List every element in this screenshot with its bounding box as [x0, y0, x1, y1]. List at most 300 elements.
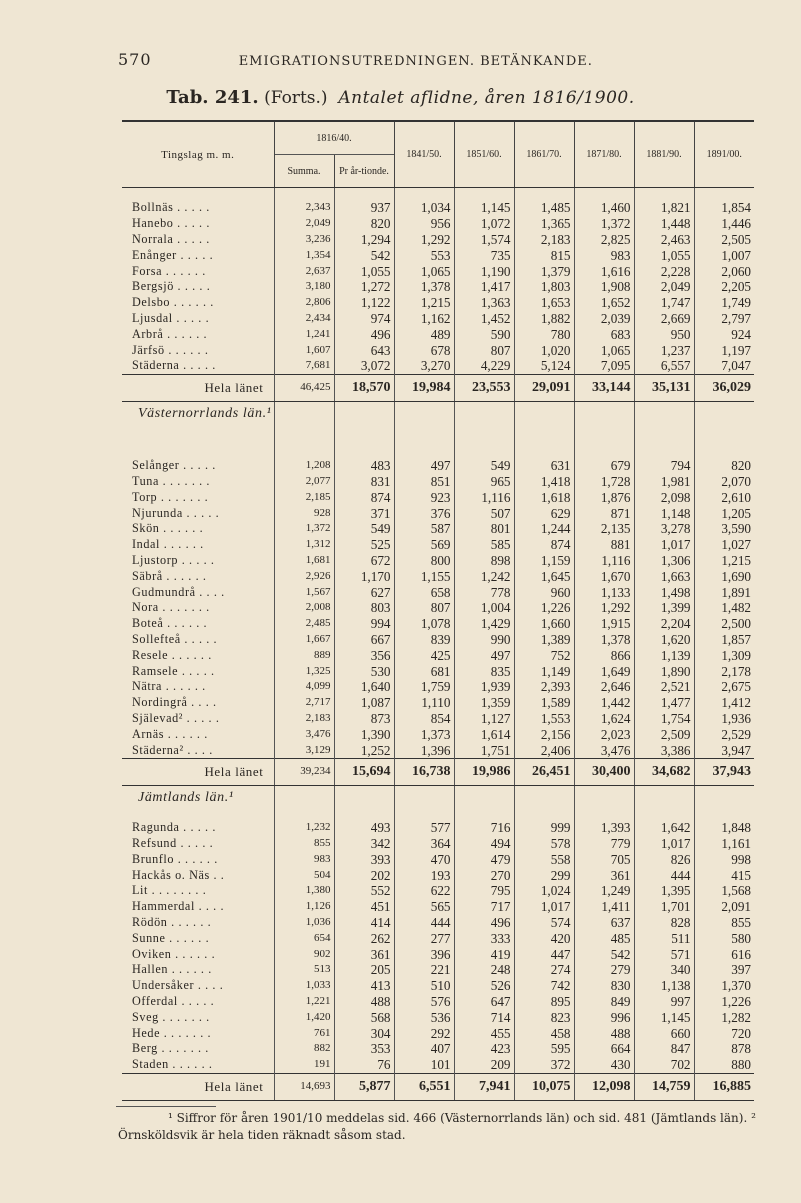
row-label: Lit . . . . . . . .: [132, 883, 207, 898]
table-cell: 1,446: [694, 216, 754, 232]
table-cell: 553: [394, 247, 454, 263]
footnote-1: ¹ Siffror för åren 1901/10 meddelas sid. 466 (Västernorrlands län) och sid. 481 (Jämtlands län).: [168, 1111, 748, 1125]
table-cell: 681: [394, 663, 454, 679]
table-cell: 489: [394, 326, 454, 342]
table-cell: 1,936: [694, 711, 754, 727]
table-row: [122, 505, 754, 521]
page-number: 570: [118, 50, 152, 69]
table-cell: 1,226: [694, 994, 754, 1010]
table-cell: [274, 401, 334, 458]
row-label: Njurunda . . . . .: [132, 505, 220, 520]
table-cell: 1,007: [694, 247, 754, 263]
table-cell: 1,149: [514, 663, 574, 679]
table-cell: 1,027: [694, 537, 754, 553]
table-cell: 15,694: [334, 758, 394, 785]
table-cell: 2,060: [694, 263, 754, 279]
table-cell: 717: [454, 899, 514, 915]
table-cell: [634, 401, 694, 458]
table-cell: 1,292: [394, 232, 454, 248]
table-cell: 274: [514, 962, 574, 978]
table-row: [122, 820, 754, 836]
table-cell: 2,825: [574, 232, 634, 248]
table-cell: 2,077: [274, 474, 334, 490]
table-row: [122, 1041, 754, 1057]
table-cell: 2,509: [634, 726, 694, 742]
row-label: Brunflo . . . . . .: [132, 851, 218, 866]
table-cell: 1,309: [694, 647, 754, 663]
table-row: [122, 200, 754, 216]
table-cell: 2,529: [694, 726, 754, 742]
table-cell: 1,354: [274, 247, 334, 263]
table-cell: 1,055: [334, 263, 394, 279]
table-cell: 536: [394, 1009, 454, 1025]
row-label: Staden . . . . . .: [132, 1057, 213, 1072]
row-label: Ljusdal . . . . .: [132, 310, 210, 325]
table-row: [122, 568, 754, 584]
table-cell: [574, 401, 634, 458]
table-cell: 2,505: [694, 232, 754, 248]
table-cell: 999: [514, 820, 574, 836]
table-cell: 292: [394, 1025, 454, 1041]
table-cell: 752: [514, 647, 574, 663]
table-cell: 667: [334, 632, 394, 648]
table-cell: 1,660: [514, 616, 574, 632]
table-cell: 807: [394, 600, 454, 616]
table-cell: 2,183: [514, 232, 574, 248]
table-cell: 1,890: [634, 663, 694, 679]
table-cell: 3,180: [274, 279, 334, 295]
table-cell: 2,135: [574, 521, 634, 537]
table-cell: 998: [694, 852, 754, 868]
row-label: Undersåker . . . .: [132, 978, 224, 993]
table-cell: 2,070: [694, 474, 754, 490]
table-cell: 2,521: [634, 679, 694, 695]
table-cell: 823: [514, 1009, 574, 1025]
table-cell: 1,139: [634, 647, 694, 663]
table-cell: 1,908: [574, 279, 634, 295]
table-row: [122, 679, 754, 695]
table-cell: 33,144: [574, 374, 634, 401]
table-cell: 455: [454, 1025, 514, 1041]
group-header: 1816/40.: [274, 121, 394, 155]
table-cell: 413: [334, 978, 394, 994]
table-cell: [454, 785, 514, 820]
table-cell: 1,170: [334, 568, 394, 584]
table-cell: 1,365: [514, 216, 574, 232]
table-cell: 1,017: [634, 836, 694, 852]
table-cell: 2,797: [694, 311, 754, 327]
row-label: Ljustorp . . . . .: [132, 552, 215, 567]
table-cell: 1,663: [634, 568, 694, 584]
table-cell: 1,498: [634, 584, 694, 600]
table-cell: 997: [634, 994, 694, 1010]
table-row: [122, 1057, 754, 1073]
row-label: Torp . . . . . . .: [132, 489, 209, 504]
table-cell: 1,614: [454, 726, 514, 742]
table-cell: 874: [334, 489, 394, 505]
table-cell: 1,378: [394, 279, 454, 295]
table-cell: 2,669: [634, 311, 694, 327]
row-label: Forsa . . . . . .: [132, 263, 206, 278]
table-container: [122, 120, 754, 1101]
table-cell: 2,049: [634, 279, 694, 295]
table-row: [122, 978, 754, 994]
footnote-rule: [116, 1106, 216, 1107]
table-cell: 2,185: [274, 489, 334, 505]
table-cell: 565: [394, 899, 454, 915]
table-cell: 1,004: [454, 600, 514, 616]
table-cell: 525: [334, 537, 394, 553]
row-label: Själevad² . . . . .: [132, 710, 220, 725]
table-cell: 205: [334, 962, 394, 978]
table-cell: 658: [394, 584, 454, 600]
table-cell: 702: [634, 1057, 694, 1073]
spacer-row: [122, 188, 754, 201]
table-cell: 1,282: [694, 1009, 754, 1025]
table-cell: 678: [394, 342, 454, 358]
table-cell: 470: [394, 852, 454, 868]
table-cell: 826: [634, 852, 694, 868]
row-label: Tuna . . . . . . .: [132, 473, 211, 488]
table-row: [122, 899, 754, 915]
footnote-2: ² Örnsköldsvik är hela tiden räknadt såsom stad.: [118, 1111, 756, 1142]
row-label: Ramsele . . . . .: [132, 663, 215, 678]
table-cell: 458: [514, 1025, 574, 1041]
table-cell: 950: [634, 326, 694, 342]
table-cell: 1,325: [274, 663, 334, 679]
table-cell: 849: [574, 994, 634, 1010]
table-cell: 3,386: [634, 742, 694, 758]
table-cell: 1,155: [394, 568, 454, 584]
table-cell: 451: [334, 899, 394, 915]
table-cell: 1,065: [574, 342, 634, 358]
section-heading: Jämtlands län.¹: [138, 789, 234, 805]
row-label: Rödön . . . . . .: [132, 915, 212, 930]
table-cell: 2,039: [574, 311, 634, 327]
row-label: Refsund . . . . .: [132, 836, 214, 851]
table-row: [122, 358, 754, 374]
table-cell: 425: [394, 647, 454, 663]
table-cell: 1,417: [454, 279, 514, 295]
row-label: Enånger . . . . .: [132, 247, 214, 262]
table-cell: 1,418: [514, 474, 574, 490]
table-row: [122, 711, 754, 727]
summa-header: Summa.: [274, 155, 334, 188]
table-cell: 2,610: [694, 489, 754, 505]
table-cell: 6,551: [394, 1073, 454, 1100]
table-number: Tab. 241.: [166, 87, 259, 108]
table-cell: 1,642: [634, 820, 694, 836]
table-cell: 1,460: [574, 200, 634, 216]
table-cell: 2,463: [634, 232, 694, 248]
row-label: Hela länet: [122, 758, 274, 785]
table-cell: 423: [454, 1041, 514, 1057]
table-cell: 496: [334, 326, 394, 342]
table-cell: 1,448: [634, 216, 694, 232]
table-cell: 1,159: [514, 553, 574, 569]
table-cell: 1,399: [634, 600, 694, 616]
table-cell: 574: [514, 915, 574, 931]
table-cell: 577: [394, 820, 454, 836]
table-cell: 1,681: [274, 553, 334, 569]
table-cell: 397: [694, 962, 754, 978]
table-cell: 2,393: [514, 679, 574, 695]
table-cell: 299: [514, 867, 574, 883]
table-cell: [634, 785, 694, 820]
period-header: 1841/50.: [394, 121, 454, 188]
table-cell: 587: [394, 521, 454, 537]
table-cell: 16,738: [394, 758, 454, 785]
table-cell: [394, 188, 454, 201]
table-cell: 647: [454, 994, 514, 1010]
table-cell: 430: [574, 1057, 634, 1073]
table-cell: 778: [454, 584, 514, 600]
table-cell: 580: [694, 930, 754, 946]
table-cell: 895: [514, 994, 574, 1010]
table-cell: 202: [334, 867, 394, 883]
table-cell: 1,145: [454, 200, 514, 216]
table-cell: 1,567: [274, 584, 334, 600]
table-cell: 488: [334, 994, 394, 1010]
table-row: [122, 553, 754, 569]
table-cell: 1,876: [574, 489, 634, 505]
table-cell: 1,145: [634, 1009, 694, 1025]
table-cell: [694, 401, 754, 458]
table-cell: 1,036: [274, 915, 334, 931]
table-cell: 407: [394, 1041, 454, 1057]
table-cell: 873: [334, 711, 394, 727]
table-cell: 1,485: [514, 200, 574, 216]
table-cell: 1,359: [454, 695, 514, 711]
running-head: [118, 50, 718, 69]
table-cell: 3,476: [574, 742, 634, 758]
table-cell: 2,406: [514, 742, 574, 758]
stub-header: Tingslag m. m.: [122, 121, 274, 188]
running-title: EMIGRATIONSUTREDNINGEN. BETÄNKANDE.: [238, 54, 593, 69]
table-cell: 1,033: [274, 978, 334, 994]
table-cell: 1,589: [514, 695, 574, 711]
table-cell: 2,204: [634, 616, 694, 632]
table-cell: 493: [334, 820, 394, 836]
table-cell: 444: [634, 867, 694, 883]
table-row: [122, 726, 754, 742]
row-label: Ragunda . . . . .: [132, 820, 216, 835]
data-table: [122, 120, 754, 1101]
table-cell: 994: [334, 616, 394, 632]
table-cell: 447: [514, 946, 574, 962]
table-cell: 361: [334, 946, 394, 962]
table-cell: 1,208: [274, 458, 334, 474]
table-cell: 590: [454, 326, 514, 342]
table-row: [122, 489, 754, 505]
table-cell: 1,372: [574, 216, 634, 232]
table-cell: 34,682: [634, 758, 694, 785]
section-heading: Västernorrlands län.¹: [138, 405, 272, 421]
table-cell: 3,129: [274, 742, 334, 758]
table-cell: 3,270: [394, 358, 454, 374]
table-cell: 3,278: [634, 521, 694, 537]
table-cell: 2,228: [634, 263, 694, 279]
row-label: Indal . . . . . .: [132, 537, 204, 552]
period-header: 1881/90.: [634, 121, 694, 188]
table-cell: 937: [334, 200, 394, 216]
table-cell: 3,072: [334, 358, 394, 374]
total-row: [122, 1073, 754, 1100]
table-cell: 780: [514, 326, 574, 342]
table-cell: 1,215: [694, 553, 754, 569]
table-cell: 1,110: [394, 695, 454, 711]
table-cell: [454, 188, 514, 201]
table-row: [122, 852, 754, 868]
table-cell: 683: [574, 326, 634, 342]
table-cell: 983: [274, 852, 334, 868]
table-cell: 221: [394, 962, 454, 978]
table-cell: 10,075: [514, 1073, 574, 1100]
table-cell: 1,020: [514, 342, 574, 358]
table-cell: 1,017: [634, 537, 694, 553]
table-cell: 497: [394, 458, 454, 474]
table-cell: 419: [454, 946, 514, 962]
table-cell: 1,126: [274, 899, 334, 915]
table-cell: 526: [454, 978, 514, 994]
table-cell: 664: [574, 1041, 634, 1057]
table-cell: 7,681: [274, 358, 334, 374]
table-cell: 2,049: [274, 216, 334, 232]
table-cell: 191: [274, 1057, 334, 1073]
table-cell: 1,420: [274, 1009, 334, 1025]
table-cell: 956: [394, 216, 454, 232]
table-cell: 855: [694, 915, 754, 931]
table-cell: 643: [334, 342, 394, 358]
table-cell: 2,434: [274, 311, 334, 327]
row-label: Städerna . . . . .: [132, 358, 216, 373]
table-cell: [514, 188, 574, 201]
table-cell: 1,393: [574, 820, 634, 836]
table-cell: 761: [274, 1025, 334, 1041]
table-cell: 510: [394, 978, 454, 994]
row-label: Arbrå . . . . . .: [132, 326, 208, 341]
row-label: Boteå . . . . . .: [132, 616, 208, 631]
table-cell: 552: [334, 883, 394, 899]
table-cell: 1,759: [394, 679, 454, 695]
table-cell: 1,751: [454, 742, 514, 758]
table-cell: 2,156: [514, 726, 574, 742]
row-label: Hede . . . . . . .: [132, 1025, 212, 1040]
table-cell: 101: [394, 1057, 454, 1073]
period-header: 1851/60.: [454, 121, 514, 188]
table-row: [122, 521, 754, 537]
table-cell: 990: [454, 632, 514, 648]
table-cell: 1,244: [514, 521, 574, 537]
table-cell: 3,236: [274, 232, 334, 248]
table-cell: 364: [394, 836, 454, 852]
table-cell: 735: [454, 247, 514, 263]
table-row: [122, 600, 754, 616]
table-cell: 880: [694, 1057, 754, 1073]
table-cell: 2,485: [274, 616, 334, 632]
table-cell: 742: [514, 978, 574, 994]
table-cell: 578: [514, 836, 574, 852]
table-cell: 1,161: [694, 836, 754, 852]
table-row: [122, 695, 754, 711]
table-cell: 1,981: [634, 474, 694, 490]
table-cell: 1,891: [694, 584, 754, 600]
table-row: [122, 1025, 754, 1041]
table-cell: 1,390: [334, 726, 394, 742]
table-cell: 1,237: [634, 342, 694, 358]
row-label: Offerdal . . . . .: [132, 994, 215, 1009]
table-cell: 820: [694, 458, 754, 474]
table-cell: 39,234: [274, 758, 334, 785]
table-cell: 1,477: [634, 695, 694, 711]
table-cell: 1,396: [394, 742, 454, 758]
table-cell: 1,292: [574, 600, 634, 616]
row-label: Nordingrå . . . .: [132, 695, 217, 710]
table-cell: 262: [334, 930, 394, 946]
table-cell: [334, 401, 394, 458]
table-cell: 2,008: [274, 600, 334, 616]
table-cell: 12,098: [574, 1073, 634, 1100]
table-cell: 714: [454, 1009, 514, 1025]
row-label: Hela länet: [122, 1073, 274, 1100]
row-label: Säbrå . . . . . .: [132, 568, 207, 583]
table-cell: 889: [274, 647, 334, 663]
table-cell: 878: [694, 1041, 754, 1057]
table-cell: 1,728: [574, 474, 634, 490]
table-body: [122, 188, 754, 1101]
table-cell: 654: [274, 930, 334, 946]
table-cell: 496: [454, 915, 514, 931]
table-row: [122, 930, 754, 946]
table-cell: 14,693: [274, 1073, 334, 1100]
row-label: Sveg . . . . . . .: [132, 1009, 210, 1024]
row-label: Sollefteå . . . . .: [132, 631, 218, 646]
table-cell: 839: [394, 632, 454, 648]
table-caption: Antalet aflidne, åren 1816/1900.: [338, 88, 635, 108]
table-cell: 1,242: [454, 568, 514, 584]
row-label: Hallen . . . . . .: [132, 962, 212, 977]
table-cell: 1,312: [274, 537, 334, 553]
table-cell: 660: [634, 1025, 694, 1041]
table-cell: [574, 188, 634, 201]
table-cell: 882: [274, 1041, 334, 1057]
table-cell: 835: [454, 663, 514, 679]
row-label: [122, 188, 274, 201]
table-cell: 36,029: [694, 374, 754, 401]
table-cell: 494: [454, 836, 514, 852]
table-cell: 248: [454, 962, 514, 978]
row-label: Oviken . . . . . .: [132, 946, 216, 961]
table-cell: 26,451: [514, 758, 574, 785]
table-row: [122, 616, 754, 632]
table-row: [122, 279, 754, 295]
table-cell: 3,947: [694, 742, 754, 758]
table-cell: 637: [574, 915, 634, 931]
table-cell: 627: [334, 584, 394, 600]
table-row: [122, 742, 754, 758]
table-cell: 277: [394, 930, 454, 946]
table-cell: 6,557: [634, 358, 694, 374]
table-cell: 1,618: [514, 489, 574, 505]
table-cell: 209: [454, 1057, 514, 1073]
total-row: [122, 374, 754, 401]
table-cell: 372: [514, 1057, 574, 1073]
table-cell: 828: [634, 915, 694, 931]
table-cell: [334, 785, 394, 820]
table-cell: 631: [514, 458, 574, 474]
table-cell: 705: [574, 852, 634, 868]
section-heading-row: [122, 785, 754, 820]
